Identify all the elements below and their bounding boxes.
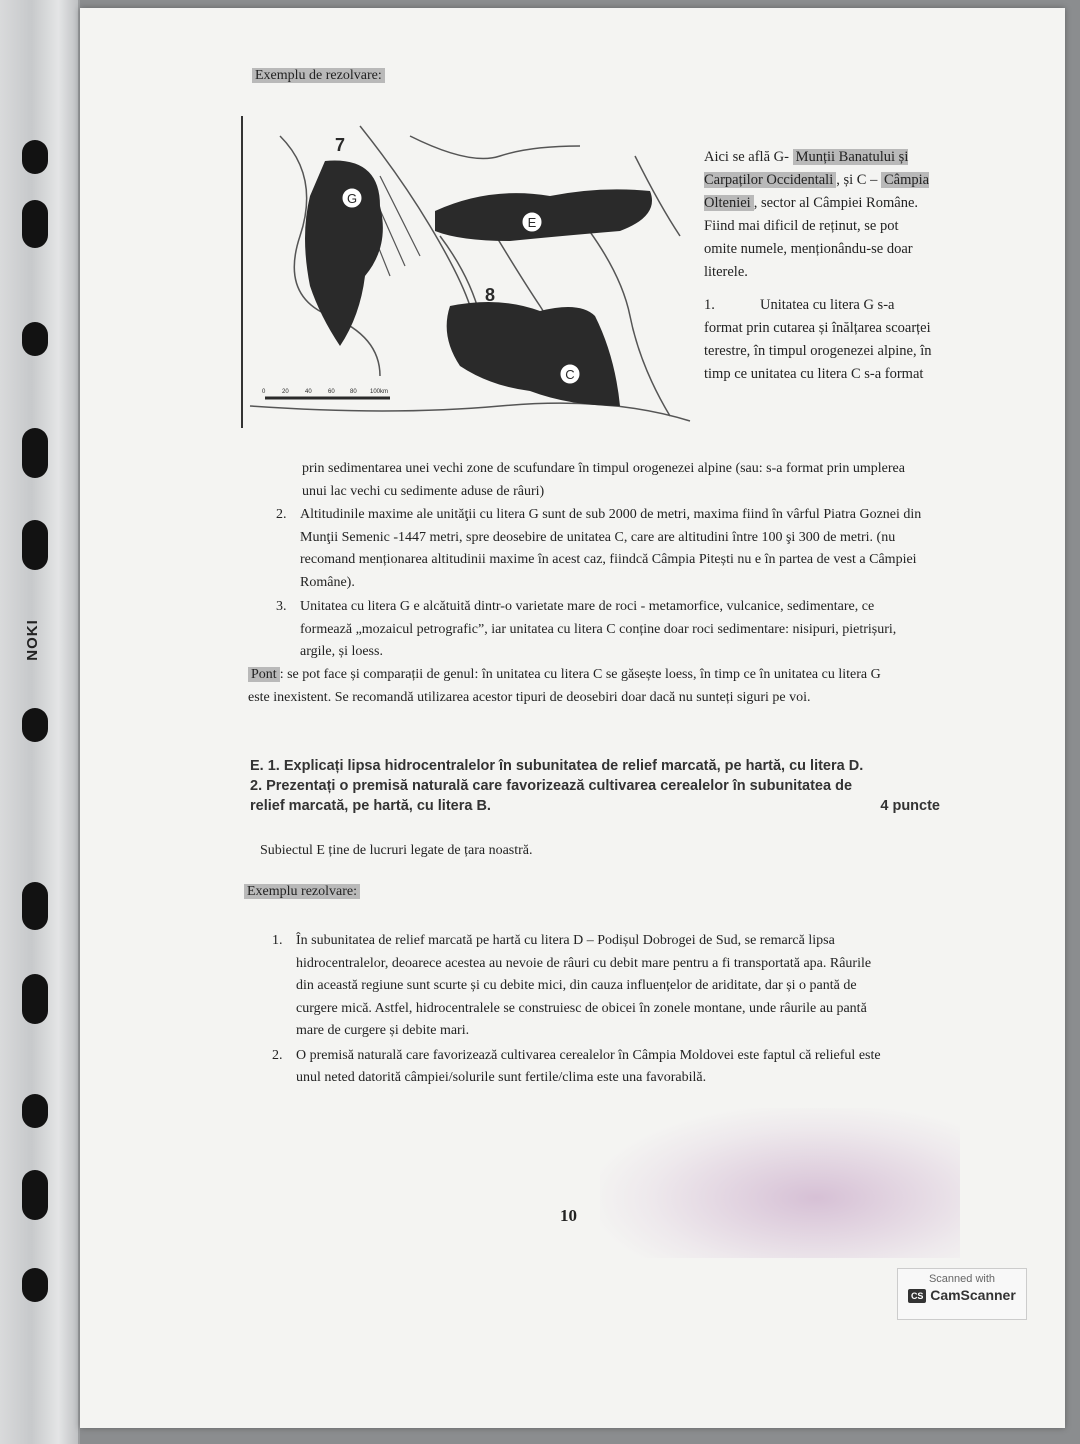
example-heading — [244, 884, 360, 900]
map-side-text — [704, 146, 932, 396]
binder-hole — [22, 200, 48, 248]
binder-hole — [22, 520, 48, 570]
map-label-g: G — [346, 191, 358, 206]
item-text: Unitatea cu litera G e alcătuită dintr-o varietate mare de roci - metamorfice, vulcanice, sedimentare, ce formează „mozaicul petrografic”, iar unitatea cu litera C conține doar roci sedimentare: nisipuri, pietrișuri, argile, și loess. — [300, 599, 897, 659]
item-text: O premisă naturală care favorizează cultivarea cerealelor în Câmpia Moldovei este faptul că relieful este unul neted datorită câmpiei/solurile sunt fertile/clima este una favorabilă. — [296, 1047, 881, 1085]
watermark-caption: Scanned with — [928, 1273, 996, 1285]
answer-continuation: prin sedimentarea unei vechi zone de scufundare în timpul orogenezei alpine (sau: s-a format prin umplerea unui lac vechi cu sedimente aduse de râuri) — [302, 461, 905, 499]
task-line: E. 1. Explicați lipsa hidrocentralelor în subunitatea de relief marcată, pe hartă, cu litera D. — [250, 758, 864, 774]
map-intro-paragraph — [704, 146, 932, 284]
subject-note: Subiectul E ține de lucruri legate de țara noastră. — [260, 843, 533, 858]
item-number: 1. — [272, 933, 283, 948]
item-number: 3. — [276, 599, 287, 614]
example-heading — [252, 68, 385, 84]
answer-list-a — [276, 504, 922, 664]
scale-tick: 80 — [350, 389, 357, 395]
paper-stain — [600, 1108, 960, 1258]
binder-hole — [22, 140, 48, 174]
tip-label: Pont — [248, 667, 280, 682]
binder-hole — [22, 322, 48, 356]
tip-paragraph — [248, 664, 898, 709]
tip-text: : se pot face și comparații de genul: în unitatea cu litera C se găsește loess, în timp ce în unitatea cu litera G este inexistent. Se recomandă utilizarea acestor tipuri de deosebiri doar dacă nu sunteți siguri pe voi. — [248, 667, 881, 705]
binder-hole — [22, 1094, 48, 1128]
example-heading-text: Exemplu de rezolvare: — [252, 68, 385, 83]
scanned-page — [80, 8, 1065, 1428]
binder-hole — [22, 882, 48, 930]
scale-tick: 20 — [282, 389, 289, 395]
watermark-brand-name: CamScanner — [930, 1287, 1016, 1303]
map-label-7: 7 — [335, 135, 346, 155]
romania-map-sketch — [240, 116, 695, 436]
binder-hole — [22, 1268, 48, 1302]
task-line: 2. Prezentați o premisă naturală care favorizează cultivarea cerealelor în subunitatea de relief marcată, pe hartă, cu litera B. — [250, 778, 853, 814]
map-figure — [240, 116, 695, 436]
item-text: Unitatea cu litera G s-a format prin cutarea și înălțarea scoarței terestre, în timpul orogenezei alpine, în timp ce unitatea cu litera C s-a format — [704, 297, 932, 382]
item-number: 2. — [272, 1047, 283, 1063]
scale-tick: 0 — [262, 389, 266, 395]
task-points: 4 puncte — [880, 798, 940, 814]
plastic-sleeve-strip — [0, 0, 80, 1444]
answer-item-1 — [704, 294, 932, 386]
example-heading-text: Exemplu rezolvare: — [244, 884, 360, 899]
intro-text: Aici se află G- — [704, 149, 793, 165]
list-item — [276, 504, 922, 594]
answer-list-b — [272, 930, 892, 1090]
binder-hole — [22, 428, 48, 478]
map-label-c: C — [565, 367, 575, 382]
binder-hole — [22, 708, 48, 742]
scanner-watermark — [897, 1268, 1027, 1320]
intro-highlight: Câmpia Olteniei — [704, 172, 930, 211]
sleeve-brand-label: NOKI — [23, 619, 41, 661]
exercise-task — [250, 756, 940, 816]
scale-tick: 60 — [328, 389, 335, 395]
item-number: 2. — [276, 507, 287, 522]
scale-tick: 100km — [370, 389, 389, 395]
watermark-brand — [898, 1287, 1026, 1303]
page-number: 10 — [560, 1206, 577, 1225]
map-label-8: 8 — [485, 285, 496, 305]
list-item — [276, 596, 922, 664]
map-label-e: E — [527, 215, 537, 230]
intro-text: , și C – — [836, 172, 881, 188]
item-text: În subunitatea de relief marcată pe hartă cu litera D – Podișul Dobrogei de Sud, se remarcă lipsa hidrocentralelor, deoarece acestea au nevoie de râuri cu debit mare pentru a fi transportată apa. Râurile din această regiune sunt scurte și cu debite mici, din cauza influențelor de ariditate, dar și o pantă de curgere mică. Astfel, hidrocentralele se construiesc de obicei în zonele montane, unde râurile au pantă mare de curgere și debite mari. — [296, 933, 872, 1038]
list-item — [272, 1045, 892, 1090]
intro-text: , sector al Câmpiei Române. Fiind mai dificil de reținut, se pot omite numele, menționându-se doar literele. — [704, 195, 919, 280]
intro-highlight: Munții Banatului și Carpaților Occidentali — [704, 149, 909, 188]
binder-hole — [22, 974, 48, 1024]
binder-hole — [22, 1170, 48, 1220]
item-text: Altitudinile maxime ale unităţii cu litera G sunt de sub 2000 de metri, maxima fiind în vârful Piatra Goznei din Munţii Semenic -1447 metri, spre deosebire de unitatea C, care are altitudini între 100 şi 300 de metri. (nu recomand menționarea altitudinii maxime în acest caz, fiindcă Câmpia Pitești nu e în partea de vest a Câmpiei Române). — [300, 507, 922, 590]
camscanner-logo-icon: CS — [908, 1289, 926, 1303]
item-number: 1. — [704, 297, 715, 313]
list-item — [272, 930, 892, 1043]
scale-tick: 40 — [305, 389, 312, 395]
